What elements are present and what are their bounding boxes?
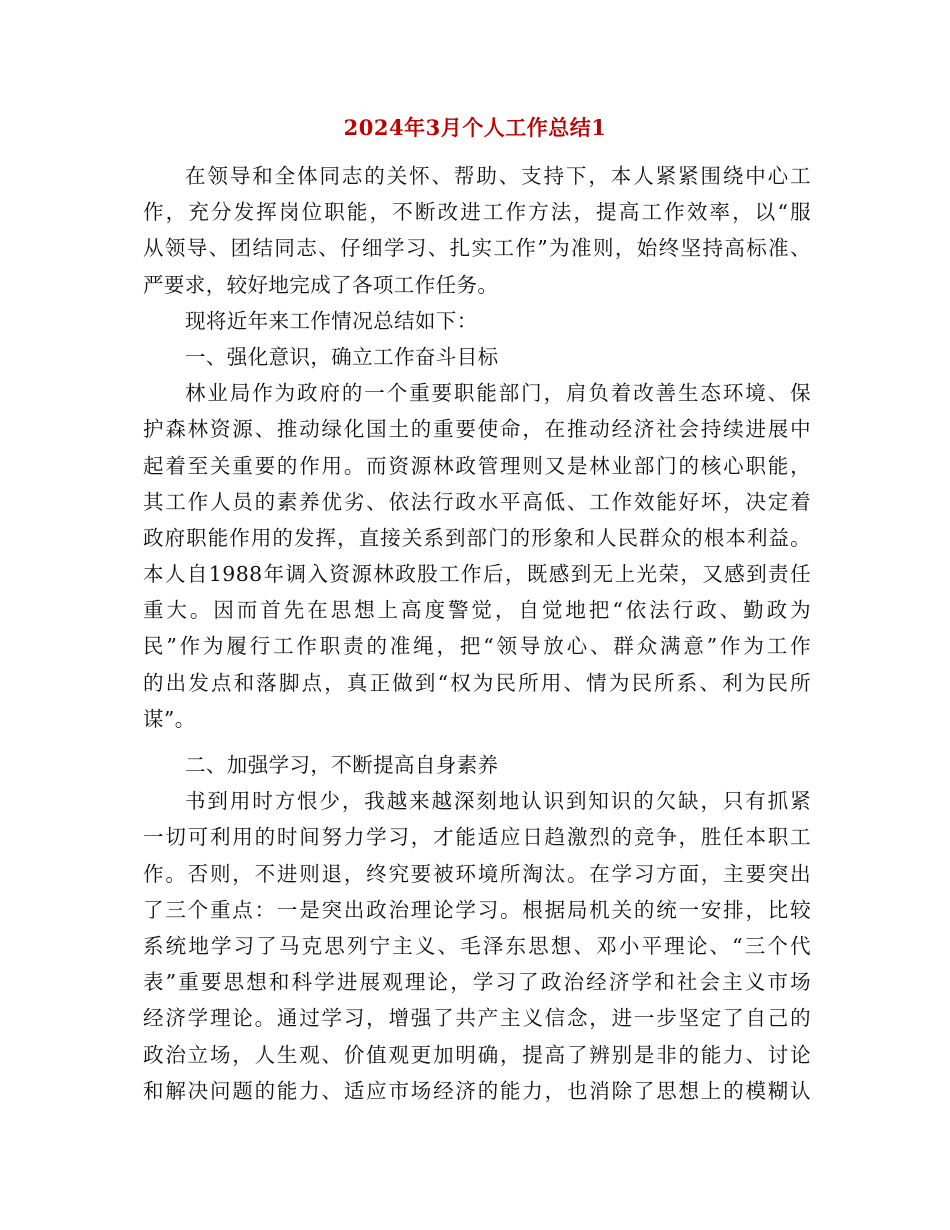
paragraph-gap: [143, 737, 811, 747]
paragraph-line: 严要求，较好地完成了各项工作任务。: [143, 272, 499, 297]
paragraph-line: 重大。因而首先在思想上高度警觉，自觉地把“依法行政、勤政为: [143, 598, 811, 623]
paragraph-line: 谋”。: [143, 706, 196, 731]
paragraph-line: 林业局作为政府的一个重要职能部门，肩负着改善生态环境、保: [185, 381, 811, 406]
paragraph-line: 民”作为履行工作职责的准绳，把“领导放心、群众满意”作为工作: [143, 634, 811, 659]
paragraph-line: 作。否则，不进则退，终究要被环境所淘汰。在学习方面，主要突出: [143, 861, 811, 886]
paragraph-line: 其工作人员的素养优劣、依法行政水平高低、工作效能好坏，决定着: [143, 489, 811, 514]
document-title: 2024年3月个人工作总结1: [343, 115, 607, 140]
paragraph-line: 从领导、团结同志、仔细学习、扎实工作”为准则，始终坚持高标准、: [143, 236, 811, 261]
paragraph-line: 一、强化意识，确立工作奋斗目标: [185, 344, 499, 369]
paragraph-line: 起着至关重要的作用。而资源林政管理则又是林业部门的核心职能，: [143, 453, 811, 478]
document-body: [143, 158, 811, 1109]
paragraph-line: 在领导和全体同志的关怀、帮助、支持下，本人紧紧围绕中心工: [185, 164, 811, 188]
paragraph-line: 的出发点和落脚点，真正做到“权为民所用、情为民所系、利为民所: [143, 670, 811, 695]
paragraph-line: 了三个重点：一是突出政治理论学习。根据局机关的统一安排，比较: [143, 897, 811, 922]
paragraph-line: 政治立场，人生观、价值观更加明确，提高了辨别是非的能力、讨论: [143, 1042, 811, 1067]
paragraph-line: 系统地学习了马克思列宁主义、毛泽东思想、邓小平理论、“三个代: [143, 933, 811, 958]
paragraph-line: 作，充分发挥岗位职能，不断改进工作方法，提高工作效率，以“服: [143, 200, 811, 225]
paragraph-line: 二、加强学习，不断提高自身素养: [185, 753, 499, 777]
paragraph-line: 和解决问题的能力、适应市场经济的能力，也消除了思想上的模糊认: [143, 1078, 811, 1103]
paragraph-line: 护森林资源、推动绿化国土的重要使命，在推动经济社会持续进展中: [143, 417, 811, 442]
paragraph-line: 政府职能作用的发挥，直接关系到部门的形象和人民群众的根本利益。: [143, 525, 811, 550]
paragraph-line: 现将近年来工作情况总结如下：: [185, 308, 478, 333]
paragraph-line: 书到用时方恨少，我越来越深刻地认识到知识的欠缺，只有抓紧: [185, 789, 811, 814]
paragraph-line: 经济学理论。通过学习，增强了共产主义信念，进一步坚定了自己的: [143, 1006, 811, 1031]
paragraph-line: 一切可利用的时间努力学习，才能适应日趋激烈的竞争，胜任本职工: [143, 825, 811, 850]
paragraph-line: 表”重要思想和科学进展观理论，学习了政治经济学和社会主义市场: [143, 970, 811, 995]
paragraph-line: 本人自1988年调入资源林政股工作后，既感到无上光荣，又感到责任: [143, 562, 811, 587]
